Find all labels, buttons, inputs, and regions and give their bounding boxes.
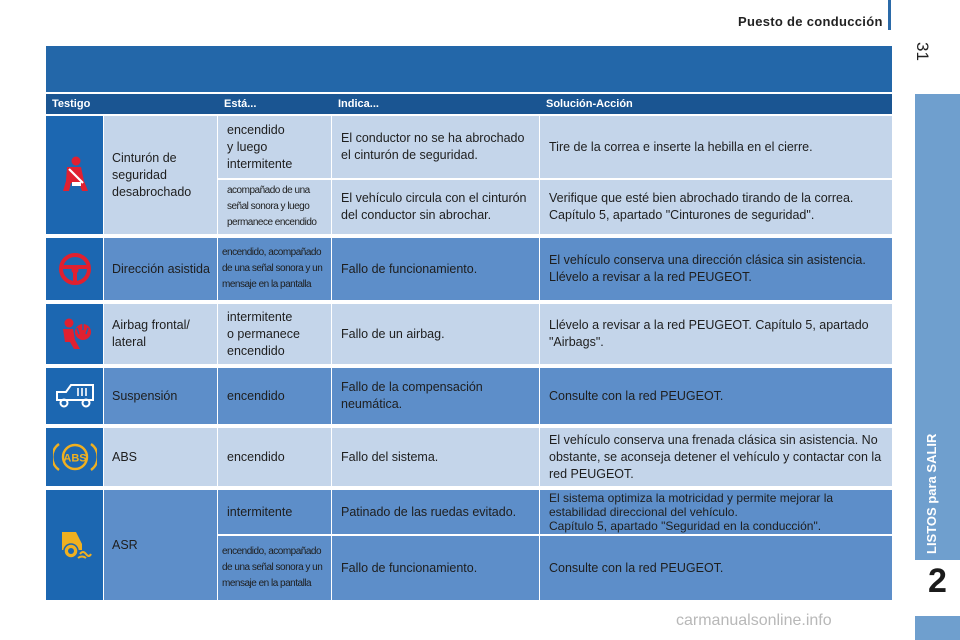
seatbelt-state-2: acompañado de una señal sonora y luego permanece encendido: [218, 180, 332, 234]
steering-state: encendido, acompañado de una señal sonora y un mensaje en la pantalla: [218, 238, 332, 300]
asr-name: ASR: [104, 490, 218, 600]
column-divider: [103, 116, 104, 600]
table-banner: [46, 46, 892, 92]
airbag-icon: [57, 316, 93, 352]
header-esta: Está...: [224, 98, 257, 110]
watermark: carmanualsonline.info: [676, 612, 832, 629]
asr-state-1: intermitente: [218, 490, 332, 534]
column-divider: [331, 116, 332, 600]
asr-state-2: encendido, acompañado de una señal sonora y un mensaje en la pantalla: [218, 536, 332, 600]
abs-solution: El vehículo conserva una frenada clásica sin asistencia. No obstante, se aconseja detener el vehículo y contactar con la red PEUGEOT.: [540, 428, 892, 486]
seatbelt-state-1: encendido y luego intermitente: [218, 116, 332, 178]
steering-solution: El vehículo conserva una dirección clásica sin asistencia. Llévelo a revisar a la red PEUGEOT.: [540, 238, 892, 300]
asr-indicates-1: Patinado de las ruedas evitado.: [332, 490, 540, 534]
header-indica: Indica...: [338, 98, 379, 110]
suspension-solution: Consulte con la red PEUGEOT.: [540, 368, 892, 424]
page-number: [910, 42, 940, 82]
seatbelt-indicates-2: El vehículo circula con el cinturón del conductor sin abrochar.: [332, 180, 540, 234]
steering-wheel-icon: [58, 252, 92, 286]
chapter-sidebar-label: [912, 406, 952, 556]
page-number-text: 31: [913, 42, 932, 61]
asr-icon: [58, 530, 92, 560]
seatbelt-indicates-1: El conductor no se ha abrochado el cinturón de seguridad.: [332, 116, 540, 178]
column-divider: [539, 116, 540, 600]
table-header-row: [46, 94, 892, 114]
asr-solution-1: El sistema optimiza la motricidad y permite mejorar la estabilidad direccional del vehículo. Capítulo 5, apartado "Seguridad en la conducción".: [540, 490, 892, 534]
abs-state: encendido: [218, 428, 332, 486]
row-divider: [218, 178, 892, 180]
column-divider: [217, 116, 218, 600]
seatbelt-warning-icon: [57, 155, 93, 195]
chapter-title: LISTOS para SALIR: [924, 433, 939, 554]
header-testigo: Testigo: [52, 98, 91, 110]
airbag-state: intermitente o permanece encendido: [218, 304, 332, 364]
asr-indicates-2: Fallo de funcionamiento.: [332, 536, 540, 600]
suspension-state: encendido: [218, 368, 332, 424]
abs-indicates: Fallo del sistema.: [332, 428, 540, 486]
abs-icon-label: ABS: [63, 452, 87, 465]
steering-indicates: Fallo de funcionamiento.: [332, 238, 540, 300]
abs-icon-cell: [46, 428, 104, 486]
steering-icon-cell: [46, 238, 104, 300]
asr-icon-cell: [46, 490, 104, 600]
header-solucion: Solución-Acción: [546, 98, 633, 110]
suspension-name: Suspensión: [104, 368, 218, 424]
airbag-name: Airbag frontal/ lateral: [104, 304, 218, 364]
seatbelt-solution-2: Verifique que esté bien abrochado tirando de la correa. Capítulo 5, apartado "Cinturones de seguridad".: [540, 180, 892, 234]
chapter-number: 2: [928, 562, 947, 600]
chapter-sidebar: [915, 94, 960, 640]
seatbelt-icon-cell: [46, 116, 104, 234]
airbag-indicates: Fallo de un airbag.: [332, 304, 540, 364]
abs-name: ABS: [104, 428, 218, 486]
page-header-title: Puesto de conducción: [738, 14, 883, 29]
seatbelt-solution-1: Tire de la correa e inserte la hebilla en el cierre.: [540, 116, 892, 178]
seatbelt-name: Cinturón de seguridad desabrochado: [104, 116, 218, 234]
suspension-icon-cell: [46, 368, 104, 424]
suspension-icon: [54, 382, 96, 410]
suspension-indicates: Fallo de la compensación neumática.: [332, 368, 540, 424]
asr-solution-2: Consulte con la red PEUGEOT.: [540, 536, 892, 600]
header-rule: [888, 0, 891, 30]
steering-name: Dirección asistida: [104, 238, 218, 300]
airbag-icon-cell: [46, 304, 104, 364]
abs-icon: [53, 440, 97, 474]
airbag-solution: Llévelo a revisar a la red PEUGEOT. Capítulo 5, apartado "Airbags".: [540, 304, 892, 364]
